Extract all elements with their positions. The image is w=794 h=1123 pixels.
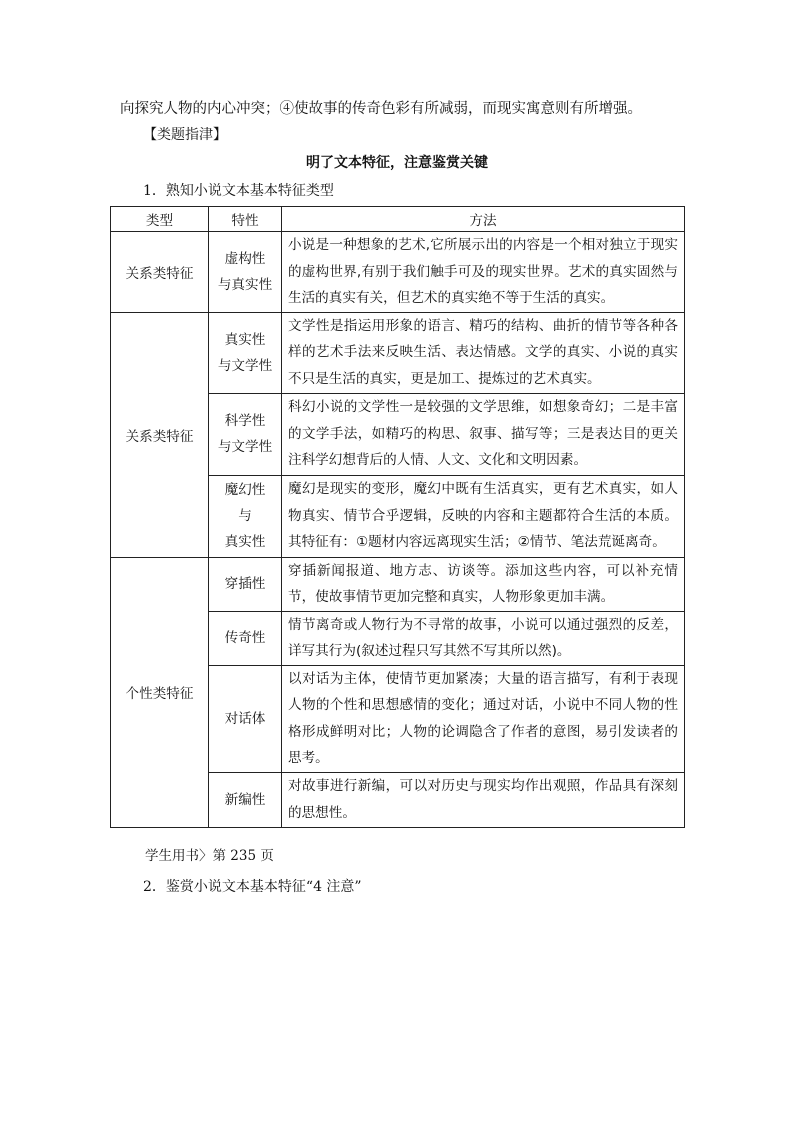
header-method: 方法 [282, 207, 685, 232]
section-tag: 【类题指津】 [143, 127, 227, 143]
property-line: 新编性 [224, 791, 266, 808]
property-line: 魔幻性 [224, 482, 266, 498]
type-cell: 个性类特征 [111, 557, 209, 827]
property-line: 与文学性 [217, 357, 273, 374]
table-row [111, 557, 685, 611]
method-cell: 对故事进行新编，可以对历史与现实均作出观照，作品具有深刻的思想性。 [282, 772, 685, 827]
property-line: 虚构性 [224, 250, 266, 267]
property-cell [209, 772, 282, 827]
property-line: 真实性 [224, 534, 266, 550]
feature-table [110, 206, 685, 828]
page-reference: 学生用书〉第 235 页 [145, 848, 274, 864]
method-cell: 文学性是指运用形象的语言、精巧的结构、曲折的情节等各种各样的艺术手法来反映生活、表达情感。文学的真实、小说的真实不只是生活的真实，更是加工、提炼过的艺术真实。 [282, 312, 685, 393]
method-cell: 科幻小说的文学性一是较强的文学思维，如想象奇幻；二是丰富的文学手法，如精巧的构思、叙事、描写等；三是表达目的更关注科学幻想背后的人情、人文、文化和文明因素。 [282, 393, 685, 475]
property-cell [209, 312, 282, 393]
property-line: 与文学性 [217, 439, 273, 455]
property-line: 穿插性 [224, 576, 266, 592]
heading-feature-types: 1．熟知小说文本基本特征类型 [143, 183, 334, 199]
intro-paragraph: 向探究人物的内心冲突；④使故事的传奇色彩有所减弱，而现实寓意则有所增强。 [120, 101, 642, 117]
property-cell [209, 475, 282, 557]
method-cell: 情节离奇或人物行为不寻常的故事，小说可以通过强烈的反差，详写其行为(叙述过程只写其然不写其所以然)。 [282, 611, 685, 665]
property-line: 与 [238, 508, 252, 524]
property-cell [209, 665, 282, 772]
table-row [111, 232, 685, 313]
table-row [111, 312, 685, 393]
heading-appreciation: 2．鉴赏小说文本基本特征“4 注意” [143, 879, 362, 895]
header-type: 类型 [111, 207, 209, 232]
property-line: 传奇性 [224, 630, 266, 646]
type-cell: 关系类特征 [111, 232, 209, 313]
property-line: 科学性 [224, 413, 266, 429]
property-line: 真实性 [224, 331, 266, 348]
header-property: 特性 [209, 207, 282, 232]
property-line: 与真实性 [217, 276, 273, 293]
property-line: 对话体 [224, 710, 266, 727]
property-cell [209, 232, 282, 313]
property-cell [209, 393, 282, 475]
method-cell: 穿插新闻报道、地方志、访谈等。添加这些内容，可以补充情节，使故事情节更加完整和真实，人物形象更加丰满。 [282, 557, 685, 611]
property-cell [209, 611, 282, 665]
property-cell [209, 557, 282, 611]
table-header-row [111, 207, 685, 232]
type-cell: 关系类特征 [111, 312, 209, 557]
method-cell: 魔幻是现实的变形，魔幻中既有生活真实，更有艺术真实，如人物真实、情节合乎逻辑，反映的内容和主题都符合生活的本质。其特征有：①题材内容远离现实生活；②情节、笔法荒诞离奇。 [282, 475, 685, 557]
method-cell: 小说是一种想象的艺术,它所展示出的内容是一个相对独立于现实的虚构世界,有别于我们触手可及的现实世界。艺术的真实固然与生活的真实有关，但艺术的真实绝不等于生活的真实。 [282, 232, 685, 313]
section-title: 明了文本特征，注意鉴赏关键 [306, 155, 488, 171]
method-cell: 以对话为主体，使情节更加紧凑；大量的语言描写，有利于表现人物的个性和思想感情的变化；通过对话，小说中不同人物的性格形成鲜明对比；人物的论调隐含了作者的意图，易引发读者的思考。 [282, 665, 685, 772]
